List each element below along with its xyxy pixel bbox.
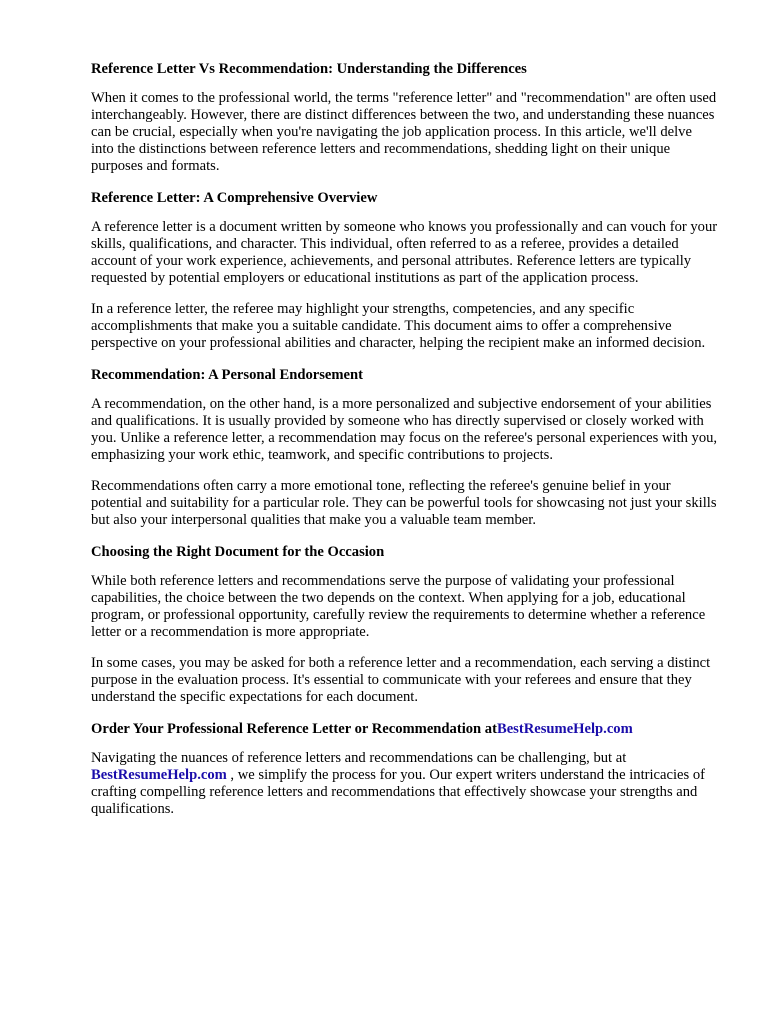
section-heading-reference-letter: Reference Letter: A Comprehensive Overview	[91, 190, 378, 206]
bestresumehelp-heading-link[interactable]: BestResumeHelp.com	[496, 721, 633, 737]
order-paragraph	[91, 750, 718, 818]
order-paragraph-prefix: Navigating the nuances of reference letters and recommendations can be challenging, but at	[91, 750, 627, 766]
choosing-paragraph-1: While both reference letters and recommendations serve the purpose of validating your professional capabilities, the choice between the two depends on the context. When applying for a job, educational program, or professional opportunity, carefully review the requirements to determine whether a reference letter or a recommendation is more appropriate.	[91, 573, 706, 640]
recommendation-paragraph-1: A recommendation, on the other hand, is a more personalized and subjective endorsement of your abilities and qualifications. It is usually provided by someone who has directly supervised or closely worked with you. Unlike a reference letter, a recommendation may focus on the referee's personal experiences with you, emphasizing your work ethic, teamwork, and specific contributions to projects.	[91, 396, 718, 463]
order-paragraph-suffix: , we simplify the process for you. Our expert writers understand the intricacies of crafting compelling reference letters and recommendations that effectively showcase your strengths and qualifications.	[91, 767, 705, 817]
section-heading-recommendation: Recommendation: A Personal Endorsement	[91, 367, 363, 383]
intro-paragraph: When it comes to the professional world, the terms "reference letter" and "recommendation" are often used interchangeably. However, there are distinct differences between the two, and understanding these nuances can be crucial, especially when you're navigating the job application process. In this article, we'll delve into the distinctions between reference letters and recommendations, shedding light on their unique purposes and formats.	[91, 90, 717, 174]
recommendation-paragraph-2: Recommendations often carry a more emotional tone, reflecting the referee's genuine belief in your potential and suitability for a particular role. They can be powerful tools for showcasing not just your skills but also your interpersonal qualities that make you a valuable team member.	[91, 478, 717, 528]
section-heading-order	[91, 720, 718, 738]
section-heading-choosing: Choosing the Right Document for the Occasion	[91, 544, 385, 560]
choosing-paragraph-2: In some cases, you may be asked for both a reference letter and a recommendation, each serving a distinct purpose in the evaluation process. It's essential to communicate with your referees and ensure that they understand the specific expectations for each document.	[91, 655, 711, 705]
order-heading-text: Order Your Professional Reference Letter or Recommendation at	[91, 721, 497, 737]
document-title: Reference Letter Vs Recommendation: Understanding the Differences	[91, 61, 527, 77]
reference-letter-paragraph-1: A reference letter is a document written by someone who knows you professionally and can vouch for your skills, qualifications, and character. This individual, often referred to as a referee, provides a detailed account of your work experience, achievements, and personal attributes. Reference letters are typically requested by potential employers or educational institutions as part of the application process.	[91, 219, 718, 286]
reference-letter-paragraph-2: In a reference letter, the referee may highlight your strengths, competencies, and any specific accomplishments that make you a suitable candidate. This document aims to offer a comprehensive perspective on your professional abilities and character, helping the recipient make an informed decision.	[91, 301, 706, 351]
bestresumehelp-paragraph-link[interactable]: BestResumeHelp.com	[91, 767, 227, 783]
